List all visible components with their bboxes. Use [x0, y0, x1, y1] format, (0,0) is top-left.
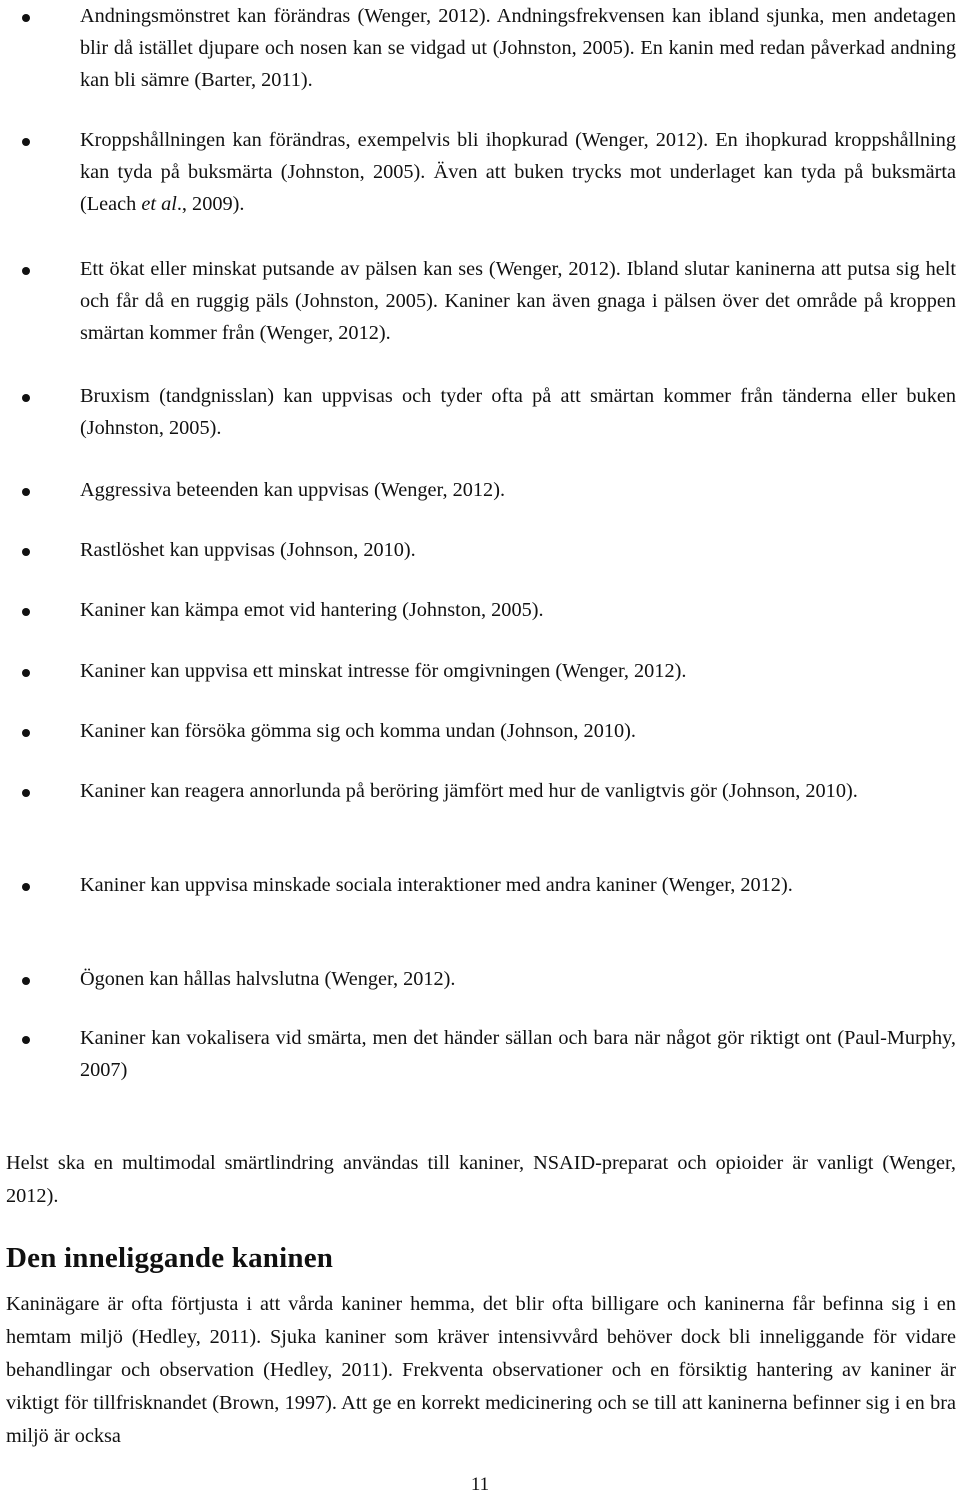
- bullet-dot-icon: [22, 729, 30, 737]
- list-item-text: Kaniner kan uppvisa minskade sociala interaktioner med andra kaniner (Wenger, 2012).: [80, 874, 793, 896]
- bullet-dot-icon: [22, 789, 30, 797]
- bullet-dot-icon: [22, 14, 30, 22]
- bullet-dot-icon: [22, 608, 30, 616]
- bullet-dot-icon: [22, 267, 30, 275]
- list-item-text: Aggressiva beteenden kan uppvisas (Wenger, 2012).: [80, 479, 506, 501]
- list-item-text: Kaniner kan kämpa emot vid hantering (Johnston, 2005).: [80, 599, 544, 621]
- section-heading: Den inneliggande kaninen: [6, 1242, 334, 1274]
- list-item-text: Rastlöshet kan uppvisas (Johnson, 2010).: [80, 539, 416, 561]
- list-item-text: Kaniner kan reagera annorlunda på beröring jämfört med hur de vanligtvis gör (Johnson, 2010).: [80, 780, 858, 802]
- bullet-dot-icon: [22, 488, 30, 496]
- list-item-text: Ögonen kan hållas halvslutna (Wenger, 2012).: [80, 968, 456, 990]
- bullet-dot-icon: [22, 977, 30, 985]
- list-item-text: Kaniner kan försöka gömma sig och komma undan (Johnson, 2010).: [80, 720, 636, 742]
- list-item-text: Kaniner kan uppvisa ett minskat intresse för omgivningen (Wenger, 2012).: [80, 660, 687, 682]
- list-item-text: Kroppshållningen kan förändras, exempelvis bli ihopkurad (Wenger, 2012). En ihopkurad kroppshållning kan tyda på buksmärta (Johnston, 2005). Även att buken trycks mot underlaget kan tyda på buksmärta (Leach et al., 2009).: [80, 129, 956, 215]
- list-item-text: Kaniner kan vokalisera vid smärta, men det händer sällan och bara när något gör riktigt ont (Paul-Murphy, 2007): [80, 1027, 956, 1081]
- list-item-text: Bruxism (tandgnisslan) kan uppvisas och tyder ofta på att smärtan kommer från tänderna eller buken (Johnston, 2005).: [80, 385, 956, 439]
- body-paragraph-analgesia: Helst ska en multimodal smärtlindring användas till kaniner, NSAID-preparat och opioider är vanligt (Wenger, 2012).: [6, 1152, 956, 1207]
- bullet-dot-icon: [22, 883, 30, 891]
- bullet-dot-icon: [22, 394, 30, 402]
- bullet-dot-icon: [22, 138, 30, 146]
- list-item-text: Andningsmönstret kan förändras (Wenger, 2012). Andningsfrekvensen kan ibland sjunka, men andetagen blir då istället djupare och nosen kan se vidgad ut (Johnston, 2005). En kanin med redan påverkad andning kan bli sämre (Barter, 2011).: [80, 5, 956, 91]
- page-number: 11: [470, 1474, 490, 1495]
- bullet-dot-icon: [22, 669, 30, 677]
- bullet-dot-icon: [22, 548, 30, 556]
- body-paragraph-inpatient: Kaninägare är ofta förtjusta i att vårda kaniner hemma, det blir ofta billigare och kaninerna får befinna sig i en hemtam miljö (Hedley, 2011). Sjuka kaniner som kräver intensivvård behöver dock bli inneliggande för vidare behandlingar och observation (Hedley, 2011). Frekventa observationer och en försiktig hantering av kaniner är viktigt för tillfrisknandet (Brown, 1997). Att ge en korrekt medicinering och se till att kaninerna befinner sig i en bra miljö är ocksa: [6, 1293, 956, 1447]
- bullet-dot-icon: [22, 1036, 30, 1044]
- list-item-text: Ett ökat eller minskat putsande av pälsen kan ses (Wenger, 2012). Ibland slutar kaninerna att putsa sig helt och får då en ruggig päls (Johnston, 2005). Kaniner kan även gnaga i pälsen över det område på kroppen smärtan kommer från (Wenger, 2012).: [80, 258, 956, 344]
